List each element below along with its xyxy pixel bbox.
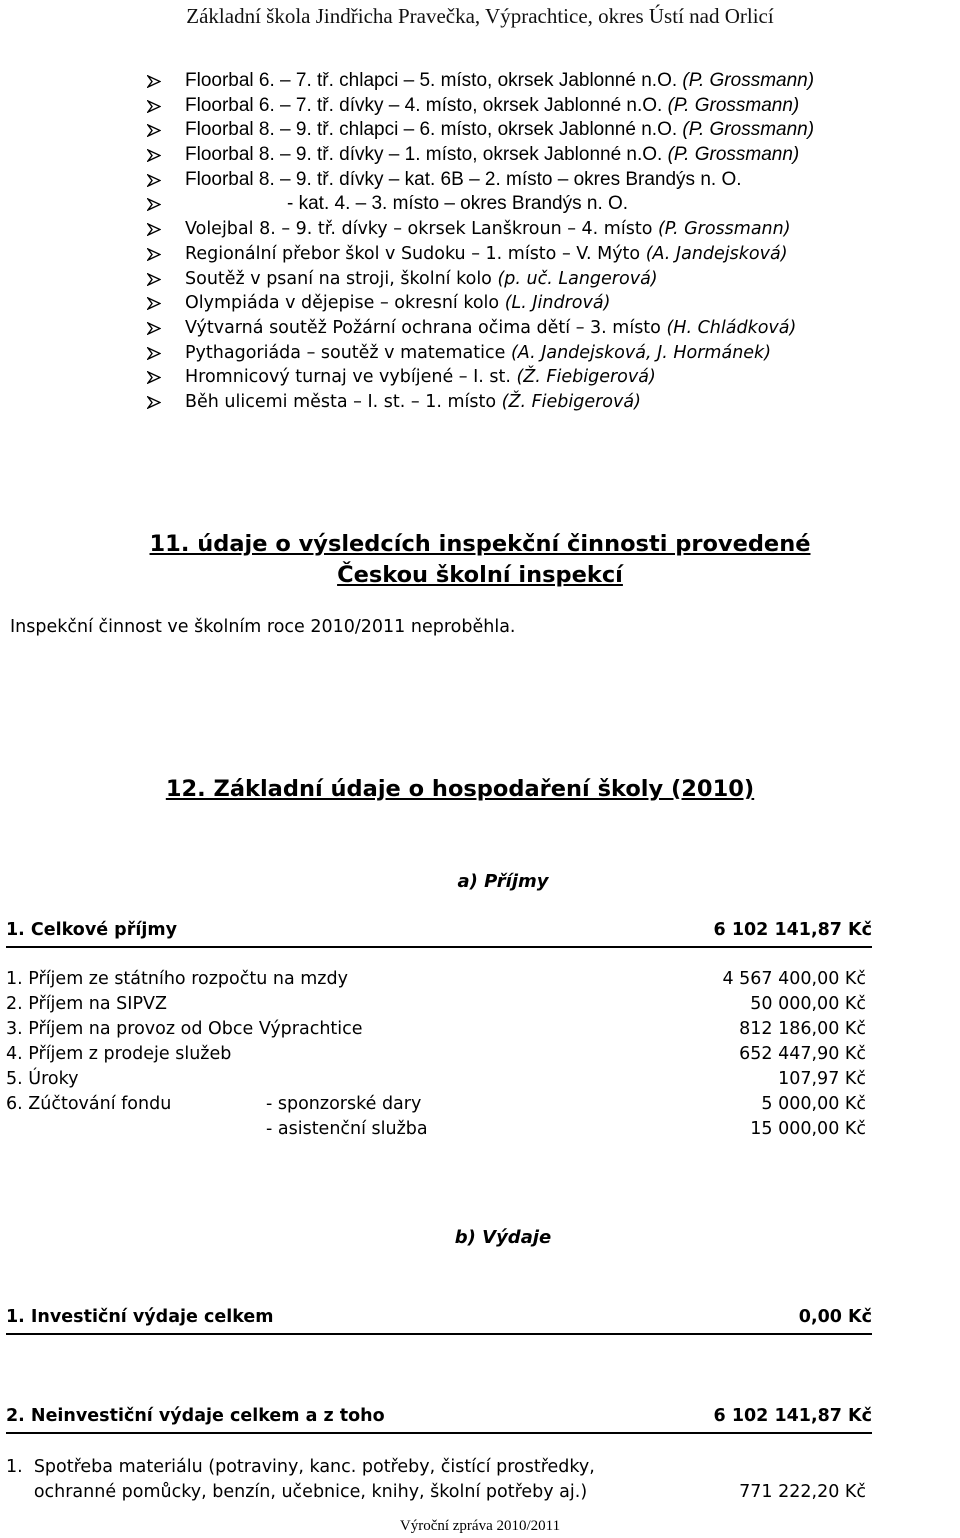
investment-label: 1. Investiční výdaje celkem	[6, 1307, 274, 1327]
item-text: Floorbal 8. – 9. tř. dívky – kat. 6B – 2. místo – okres Brandýs n. O.	[185, 168, 742, 190]
income-sub-label: - asistenční služba	[266, 1119, 428, 1139]
investment-value: 0,00 Kč	[798, 1307, 872, 1327]
section-11-heading: 11. údaje o výsledcích inspekční činnosti provedené	[149, 531, 811, 557]
item-text: Olympiáda v dějepise – okresní kolo	[185, 293, 505, 314]
income-value: 652 447,90 Kč	[739, 1044, 866, 1064]
income-value: 107,97 Kč	[778, 1069, 866, 1089]
income-row	[6, 1119, 872, 1143]
income-value: 4 567 400,00 Kč	[722, 969, 866, 989]
page-footer: Výroční zpráva 2010/2011	[399, 1518, 561, 1534]
investment-total-row	[6, 1307, 872, 1335]
item-note: (P. Grossmann)	[667, 144, 800, 166]
income-total-value: 6 102 141,87 Kč	[713, 920, 872, 940]
item-note: (P. Grossmann)	[657, 219, 791, 240]
noninvestment-total-row	[6, 1406, 872, 1434]
section-11-heading-line2: Českou školní inspekcí	[337, 562, 623, 588]
item-note: (P. Grossmann)	[682, 70, 815, 91]
income-sub-label: - sponzorské dary	[266, 1094, 422, 1114]
item-note: (P. Grossmann)	[667, 94, 800, 116]
income-label: 4. Příjem z prodeje služeb	[6, 1044, 232, 1064]
income-label: 2. Příjem na SIPVZ	[6, 994, 167, 1014]
income-row	[6, 1044, 872, 1068]
item-text: Floorbal 8. – 9. tř. dívky – 1. místo, okrsek Jablonné n.O.	[185, 144, 668, 166]
expense-item-value: 771 222,20 Kč	[739, 1482, 866, 1502]
income-label: 6. Zúčtování fondu	[6, 1094, 172, 1114]
item-text: Floorbal 6. – 7. tř. dívky – 4. místo, okrsek Jablonné n.O.	[185, 94, 668, 116]
income-heading: a) Příjmy	[457, 871, 549, 892]
item-note: (Ž. Fiebigerová)	[516, 367, 656, 388]
item-text: Regionální přebor škol v Sudoku – 1. místo – V. Mýto	[185, 243, 646, 264]
income-total-label: 1. Celkové příjmy	[6, 920, 177, 940]
income-row	[6, 1019, 872, 1043]
expense-item-text: ochranné pomůcky, benzín, učebnice, knihy, školní potřeby aj.)	[6, 1482, 588, 1502]
income-label: 5. Úroky	[6, 1069, 79, 1089]
item-note: (L. Jindrová)	[504, 293, 611, 314]
expense-item-line1	[6, 1457, 872, 1481]
expense-item-line2	[6, 1482, 872, 1506]
item-text: Výtvarná soutěž Požární ochrana očima dětí – 3. místo	[185, 317, 667, 338]
income-value: 5 000,00 Kč	[761, 1094, 866, 1114]
income-label: 1. Příjem ze státního rozpočtu na mzdy	[6, 969, 348, 989]
income-value: 15 000,00 Kč	[750, 1119, 866, 1139]
item-text: Volejbal 8. – 9. tř. dívky – okrsek Lanškroun – 4. místo	[185, 219, 658, 240]
income-value: 812 186,00 Kč	[739, 1019, 866, 1039]
section-11-text: Inspekční činnost ve školním roce 2010/2011 neproběhla.	[10, 617, 516, 637]
income-row	[6, 1094, 872, 1118]
item-text: - kat. 4. – 3. místo – okres Brandýs n. O.	[287, 193, 629, 215]
item-note: (Ž. Fiebigerová)	[501, 391, 641, 412]
item-note: (H. Chládková)	[666, 317, 797, 338]
item-note: (A. Jandejsková)	[645, 243, 788, 264]
item-text: Floorbal 8. – 9. tř. chlapci – 6. místo, okrsek Jablonné n.O.	[185, 119, 683, 141]
income-value: 50 000,00 Kč	[750, 994, 866, 1014]
noninvestment-value: 6 102 141,87 Kč	[713, 1406, 872, 1426]
item-note: (P. Grossmann)	[682, 119, 815, 141]
income-row	[6, 994, 872, 1018]
item-text: Běh ulicemi města – I. st. – 1. místo	[185, 391, 502, 412]
noninvestment-label: 2. Neinvestiční výdaje celkem a z toho	[6, 1406, 385, 1426]
item-note: (A. Jandejsková, J. Hormánek)	[510, 342, 772, 363]
income-total-row	[6, 920, 872, 948]
income-row	[6, 969, 872, 993]
income-label: 3. Příjem na provoz od Obce Výprachtice	[6, 1019, 363, 1039]
item-text: Floorbal 6. – 7. tř. chlapci – 5. místo, okrsek Jablonné n.O.	[185, 70, 683, 91]
item-note: (p. uč. Langerová)	[497, 268, 658, 289]
page-header: Základní škola Jindřicha Pravečka, Výprachtice, okres Ústí nad Orlicí	[186, 4, 774, 28]
income-row	[6, 1069, 872, 1093]
item-text: Pythagoriáda – soutěž v matematice	[185, 342, 511, 363]
expenses-heading: b) Výdaje	[454, 1227, 552, 1248]
item-text: Soutěž v psaní na stroji, školní kolo	[185, 268, 498, 289]
expense-item-text: 1. Spotřeba materiálu (potraviny, kanc. potřeby, čistící prostředky,	[6, 1457, 595, 1477]
section-12-heading: 12. Základní údaje o hospodaření školy (2010)	[165, 776, 755, 802]
item-text: Hromnicový turnaj ve vybíjené – I. st.	[185, 367, 517, 388]
